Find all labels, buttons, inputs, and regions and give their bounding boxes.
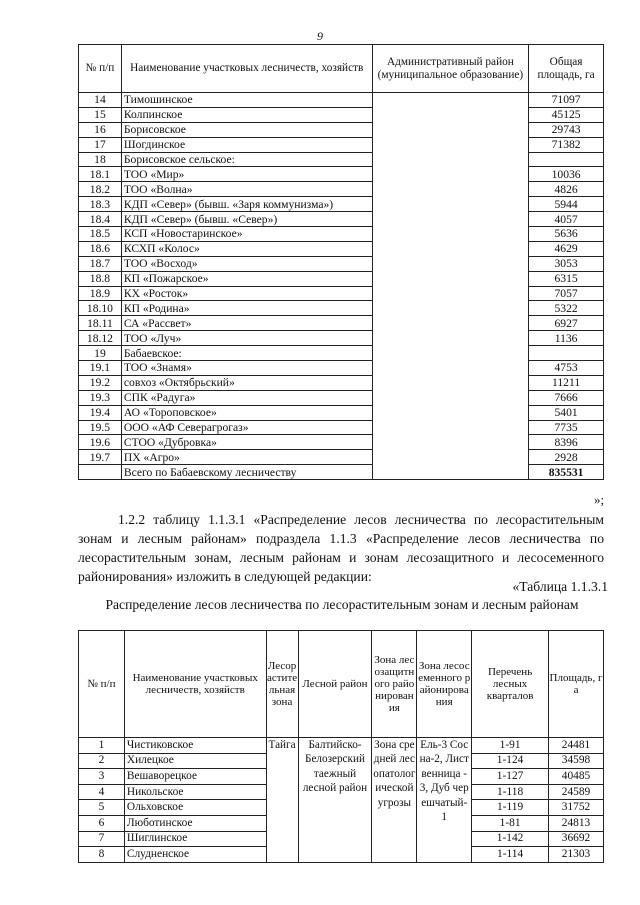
row-area: 5322 [529,301,604,316]
header-num: № п/п [79,631,125,738]
row-number: 8 [79,847,125,863]
forest-zones-table [78,630,604,863]
row-name: ТОО «Восход» [121,256,372,271]
row-number: 18.7 [79,256,122,271]
row-number: 19.4 [79,405,122,420]
header-seed-zone: Зона лесосеменного районирования [417,631,472,738]
row-name: ТОО «Мир» [121,167,372,182]
row-number: 18.11 [79,316,122,331]
header-district: Административный район (муниципальное образование) [372,45,529,93]
header-name: Наименование участковых лесничеств, хозяйств [121,45,372,93]
row-area: 5401 [529,405,604,420]
amendment-paragraph [78,510,604,586]
row-area: 29743 [529,122,604,137]
row-area: 5944 [529,197,604,212]
header-name: Наименование участковых лесничеств, хозяйств [124,631,266,738]
row-name: Борисовское сельское: [121,152,372,167]
row-quarters: 1-124 [472,753,549,769]
row-number: 19.3 [79,390,122,405]
row-number: 19.7 [79,450,122,465]
row-area: 5636 [529,227,604,242]
row-quarters: 1-118 [472,784,549,800]
row-area [529,346,604,361]
row-area: 1136 [529,331,604,346]
header-quarters: Перечень лесных кварталов [472,631,549,738]
row-area: 45125 [529,107,604,122]
row-name: ТОО «Знамя» [121,361,372,376]
row-number: 3 [79,769,125,785]
row-area: 10036 [529,167,604,182]
row-area: 8396 [529,435,604,450]
row-name: Слудненское [124,847,266,863]
row-name: совхоз «Октябрьский» [121,375,372,390]
row-number: 18.2 [79,182,122,197]
table-header-row [79,631,604,738]
table-row [79,93,604,108]
row-number: 15 [79,107,122,122]
row-name: Бабаевское: [121,346,372,361]
row-name: Шогдинское [121,137,372,152]
row-number: 17 [79,137,122,152]
forest-district-cell: Балтийско-Белозерский таежный лесной район [298,738,372,863]
row-area: 7735 [529,420,604,435]
total-label: Всего по Бабаевскому лесничеству [121,465,372,480]
row-name: СПК «Радуга» [121,390,372,405]
row-area: 36692 [549,831,604,847]
row-quarters: 1-114 [472,847,549,863]
row-name: Борисовское [121,122,372,137]
row-name: ТОО «Волна» [121,182,372,197]
row-area: 4826 [529,182,604,197]
paragraph-text: 1.2.2 таблицу 1.1.3.1 «Распределение лесов лесничества по лесорастительным зонам и лесным районам» подраздела 1.1.3 «Распределение лесов лесничества по лесорастительным зонам, лесным районам и зонам лесозащитного и лесосеменного районирования» изложить в следующей редакции: [78,512,604,584]
row-name: КП «Пожарское» [121,271,372,286]
row-name: Шиглинское [124,831,266,847]
row-area [529,152,604,167]
row-name: Хилецкое [124,753,266,769]
row-area: 24481 [549,738,604,754]
row-number: 19.2 [79,375,122,390]
row-number: 1 [79,738,125,754]
row-area: 6927 [529,316,604,331]
row-area: 24813 [549,815,604,831]
row-number: 7 [79,831,125,847]
row-number: 18.12 [79,331,122,346]
row-number: 6 [79,815,125,831]
row-quarters: 1-127 [472,769,549,785]
row-name: ООО «АФ Северагрогаз» [121,420,372,435]
row-number: 4 [79,784,125,800]
forestry-area-table [78,44,604,480]
header-veg-zone: Лесорастительная зона [266,631,298,738]
table-row [79,738,604,754]
row-name: Люботинское [124,815,266,831]
row-number: 19.5 [79,420,122,435]
row-name: Чистиковское [124,738,266,754]
row-area: 71382 [529,137,604,152]
row-name: КСХП «Колос» [121,241,372,256]
row-quarters: 1-81 [472,815,549,831]
row-number: 5 [79,800,125,816]
row-name: Тимошинское [121,93,372,108]
row-number: 16 [79,122,122,137]
row-number: 18.6 [79,241,122,256]
row-area: 6315 [529,271,604,286]
protect-zone-cell: Зона средней лесопатологической угрозы [372,738,417,863]
row-area: 40485 [549,769,604,785]
row-name: СА «Рассвет» [121,316,372,331]
row-number: 19.6 [79,435,122,450]
row-name: Никольское [124,784,266,800]
row-quarters: 1-119 [472,800,549,816]
table-caption: Распределение лесов лесничества по лесорастительным зонам и лесным районам [105,597,579,612]
row-quarters: 1-91 [472,738,549,754]
row-area: 7666 [529,390,604,405]
row-area: 3053 [529,256,604,271]
total-blank [79,465,122,480]
row-name: Колпинское [121,107,372,122]
row-area: 7057 [529,286,604,301]
row-name: КХ «Росток» [121,286,372,301]
header-area: Общая площадь, га [529,45,604,93]
table-header-row [79,45,604,93]
row-area: 4057 [529,212,604,227]
row-name: Ольховское [124,800,266,816]
row-quarters: 1-142 [472,831,549,847]
row-number: 19.1 [79,361,122,376]
row-area: 11211 [529,375,604,390]
row-number: 14 [79,93,122,108]
page-number: 9 [317,29,323,43]
header-forest-district: Лесной район [298,631,372,738]
row-name: СТОО «Дубровка» [121,435,372,450]
row-area: 21303 [549,847,604,863]
row-area: 4629 [529,241,604,256]
row-area: 24589 [549,784,604,800]
row-number: 18.3 [79,197,122,212]
table-reference: «Таблица 1.1.3.1 [512,579,608,594]
header-protect-zone: Зона лесозащитного районирования [372,631,417,738]
header-area: Площадь, га [549,631,604,738]
row-number: 18.8 [79,271,122,286]
row-area: 31752 [549,800,604,816]
row-name: КДП «Север» (бывш. «Заря коммунизма») [121,197,372,212]
row-area: 4753 [529,361,604,376]
district-cell [372,93,529,480]
row-number: 19 [79,346,122,361]
veg-zone-cell: Тайга [266,738,298,863]
row-name: АО «Тороповское» [121,405,372,420]
closing-quote-mark: »; [594,492,605,507]
row-name: КСП «Новостаринское» [121,227,372,242]
row-name: ТОО «Луч» [121,331,372,346]
row-number: 18.1 [79,167,122,182]
row-name: КДП «Север» (бывш. «Север») [121,212,372,227]
row-number: 18.9 [79,286,122,301]
total-area: 835531 [529,465,604,480]
row-area: 2928 [529,450,604,465]
seed-zone-cell: Ель-3 Сосна-2, Лиственница - 3, Дуб черешчатый- 1 [417,738,472,863]
header-num: № п/п [79,45,122,93]
row-name: КП «Родина» [121,301,372,316]
row-area: 34598 [549,753,604,769]
row-area: 71097 [529,93,604,108]
row-number: 18.5 [79,227,122,242]
row-number: 18.10 [79,301,122,316]
row-name: Вешаворецкое [124,769,266,785]
row-name: ПХ «Агро» [121,450,372,465]
row-number: 2 [79,753,125,769]
row-number: 18 [79,152,122,167]
row-number: 18.4 [79,212,122,227]
